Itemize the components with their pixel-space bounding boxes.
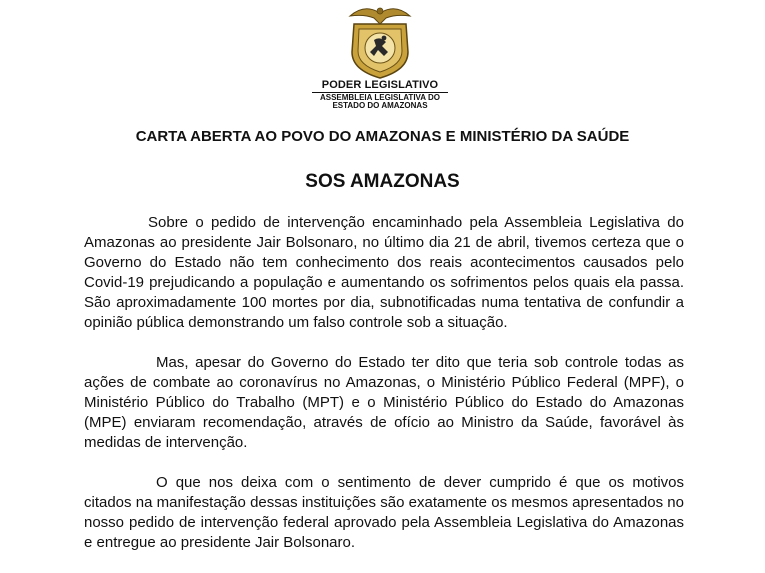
document-subtitle: SOS AMAZONAS: [305, 171, 460, 192]
letter-body: [84, 213, 684, 573]
letterhead: [0, 0, 765, 120]
org-line-2: ASSEMBLEIA LEGISLATIVA DO: [319, 93, 440, 102]
org-line-3: ESTADO DO AMAZONAS: [332, 101, 428, 110]
state-seal-emblem-icon: [344, 2, 416, 80]
paragraph-2: Mas, apesar do Governo do Estado ter dito que teria sob controle todas as ações de combate ao coronavírus no Amazonas, o Ministério Público Federal (MPF), o Ministério Público do Trabalho (MPT) e o Ministério Público do Estado do Amazonas (MPE) enviaram recomendação, através de ofício ao Ministro da Saúde, favorável às medidas de intervenção.: [84, 354, 684, 451]
organization-name: [300, 80, 460, 110]
paragraph-1: Sobre o pedido de intervenção encaminhado pela Assembleia Legislativa do Amazonas ao presidente Jair Bolsonaro, no último dia 21 de abril, tivemos certeza que o Governo do Estado não tem conhecimento dos reais acontecimentos causados pelo Covid-19 prejudicando a população e aumentando os sofrimentos pelos quais ela passa. São aproximadamente 100 mortes por dia, subnotificadas numa tentativa de confundir a opinião pública demonstrando um falso controle sob a situação.: [84, 214, 684, 331]
document-title: CARTA ABERTA AO POVO DO AMAZONAS E MINISTÉRIO DA SAÚDE: [135, 128, 630, 145]
paragraph-3: O que nos deixa com o sentimento de dever cumprido é que os motivos citados na manifestação dessas instituições são exatamente os mesmos apresentados no nosso pedido de intervenção federal aprovado pela Assembleia Legislativa do Amazonas e entregue ao presidente Jair Bolsonaro.: [84, 474, 684, 551]
org-line-1: PODER LEGISLATIVO: [321, 79, 439, 91]
